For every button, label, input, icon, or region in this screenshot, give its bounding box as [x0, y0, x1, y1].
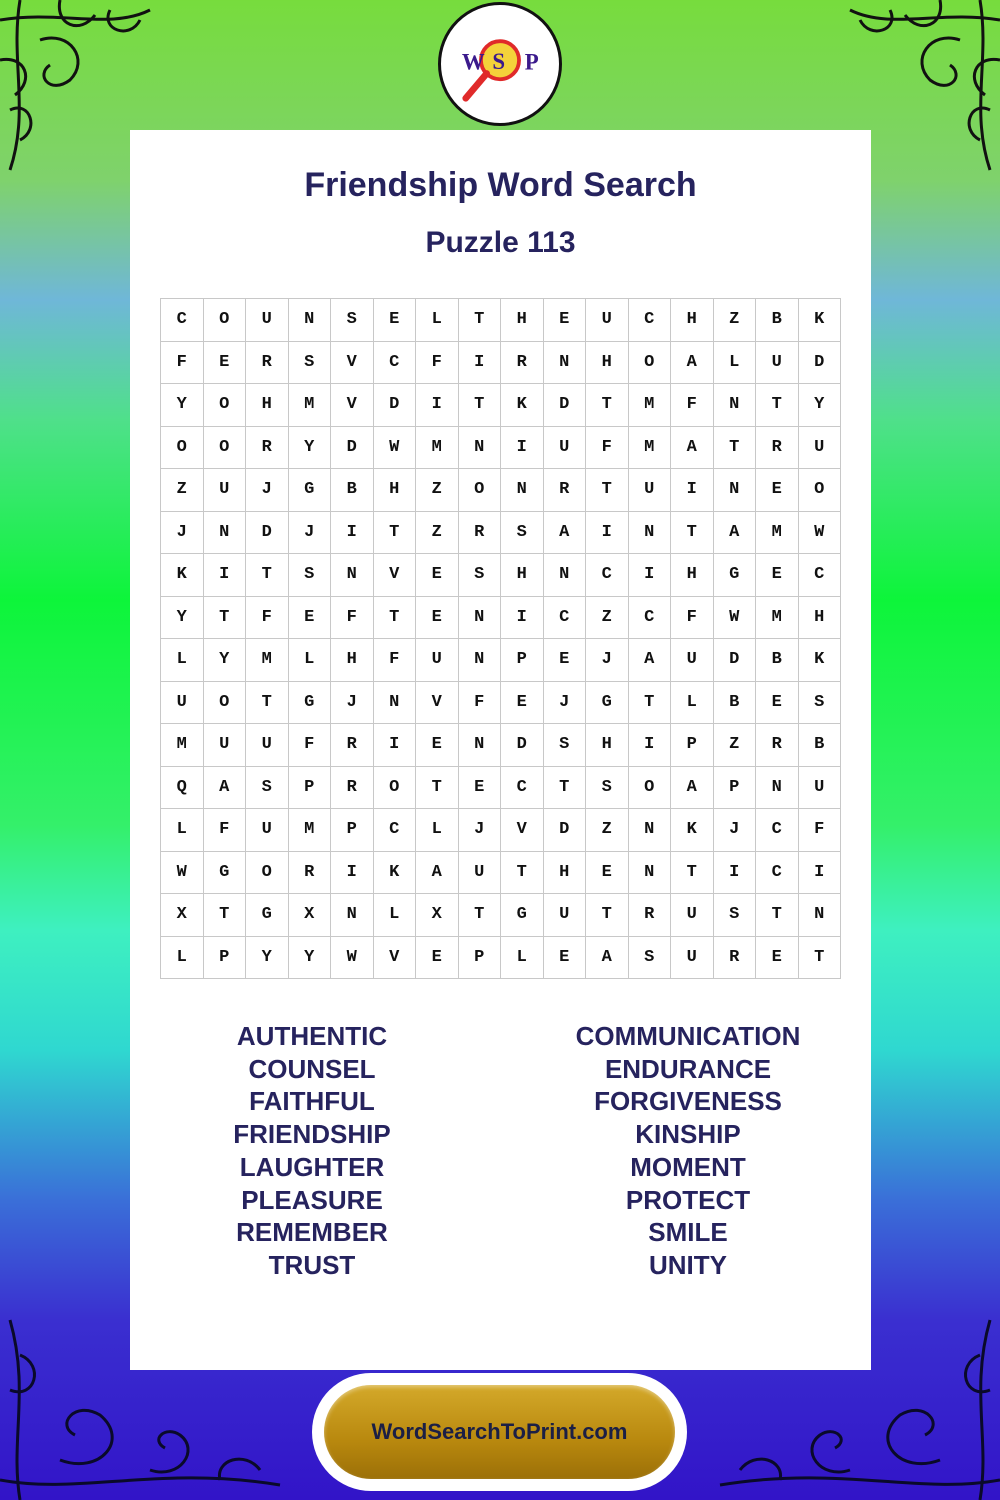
- grid-cell[interactable]: V: [374, 554, 417, 597]
- site-badge-inner: [324, 1385, 675, 1479]
- grid-cell[interactable]: R: [544, 469, 587, 512]
- grid-cell[interactable]: Z: [416, 469, 459, 512]
- grid-cell[interactable]: I: [629, 554, 672, 597]
- grid-cell[interactable]: C: [586, 554, 629, 597]
- grid-cell[interactable]: B: [331, 469, 374, 512]
- grid-cell[interactable]: C: [501, 767, 544, 810]
- grid-cell[interactable]: J: [289, 512, 332, 555]
- grid-cell[interactable]: N: [501, 469, 544, 512]
- grid-cell[interactable]: V: [374, 937, 417, 980]
- grid-cell[interactable]: G: [714, 554, 757, 597]
- grid-cell[interactable]: C: [161, 299, 204, 342]
- grid-cell[interactable]: M: [756, 597, 799, 640]
- grid-cell[interactable]: J: [714, 809, 757, 852]
- grid-cell[interactable]: H: [501, 299, 544, 342]
- grid-cell[interactable]: J: [459, 809, 502, 852]
- grid-cell[interactable]: A: [416, 852, 459, 895]
- grid-cell[interactable]: L: [416, 299, 459, 342]
- word-list-item: COUNSEL: [248, 1053, 376, 1084]
- grid-cell[interactable]: R: [629, 894, 672, 937]
- grid-cell[interactable]: Y: [204, 639, 247, 682]
- word-list-right: [538, 1020, 838, 1282]
- grid-cell[interactable]: A: [671, 342, 714, 385]
- grid-cell[interactable]: R: [331, 724, 374, 767]
- grid-cell[interactable]: U: [629, 469, 672, 512]
- grid-cell[interactable]: H: [374, 469, 417, 512]
- grid-cell[interactable]: P: [714, 767, 757, 810]
- grid-cell[interactable]: N: [629, 512, 672, 555]
- grid-cell[interactable]: W: [374, 427, 417, 470]
- word-list-item: AUTHENTIC: [236, 1021, 388, 1051]
- site-url[interactable]: WordSearchToPrint.com: [371, 1419, 628, 1444]
- grid-cell[interactable]: A: [714, 512, 757, 555]
- grid-cell[interactable]: I: [459, 342, 502, 385]
- grid-cell[interactable]: F: [799, 809, 842, 852]
- grid-cell[interactable]: C: [544, 597, 587, 640]
- grid-cell[interactable]: S: [289, 554, 332, 597]
- grid-cell[interactable]: R: [246, 342, 289, 385]
- grid-cell[interactable]: S: [714, 894, 757, 937]
- grid-cell[interactable]: H: [331, 639, 374, 682]
- grid-cell[interactable]: H: [544, 852, 587, 895]
- grid-cell[interactable]: E: [204, 342, 247, 385]
- grid-cell[interactable]: E: [416, 597, 459, 640]
- grid-cell[interactable]: N: [714, 469, 757, 512]
- grid-cell[interactable]: B: [756, 299, 799, 342]
- grid-cell[interactable]: S: [289, 342, 332, 385]
- grid-cell[interactable]: K: [799, 639, 842, 682]
- grid-cell[interactable]: D: [501, 724, 544, 767]
- grid-cell[interactable]: X: [416, 894, 459, 937]
- grid-cell[interactable]: O: [629, 342, 672, 385]
- grid-cell[interactable]: U: [204, 469, 247, 512]
- grid-cell[interactable]: P: [331, 809, 374, 852]
- grid-cell[interactable]: W: [331, 937, 374, 980]
- grid-cell[interactable]: N: [459, 427, 502, 470]
- word-list-item: UNITY: [649, 1249, 727, 1280]
- grid-cell[interactable]: I: [374, 724, 417, 767]
- word-list-item: REMEMBER: [236, 1217, 388, 1248]
- grid-cell[interactable]: Z: [586, 809, 629, 852]
- grid-cell[interactable]: F: [204, 809, 247, 852]
- grid-cell[interactable]: T: [714, 427, 757, 470]
- grid-cell[interactable]: R: [501, 342, 544, 385]
- grid-cell[interactable]: F: [246, 597, 289, 640]
- grid-cell[interactable]: N: [331, 894, 374, 937]
- grid-cell[interactable]: H: [586, 724, 629, 767]
- grid-cell[interactable]: S: [586, 767, 629, 810]
- grid-cell[interactable]: U: [586, 299, 629, 342]
- grid-cell[interactable]: F: [331, 597, 374, 640]
- word-list-item: TRUST: [268, 1249, 356, 1280]
- grid-cell[interactable]: S: [246, 767, 289, 810]
- grid-cell[interactable]: U: [799, 427, 842, 470]
- grid-cell[interactable]: E: [544, 299, 587, 342]
- grid-cell[interactable]: I: [714, 852, 757, 895]
- grid-cell[interactable]: R: [714, 937, 757, 980]
- grid-cell[interactable]: T: [756, 894, 799, 937]
- letter-grid: [160, 298, 841, 979]
- grid-cell[interactable]: K: [374, 852, 417, 895]
- grid-cell[interactable]: M: [756, 512, 799, 555]
- grid-cell[interactable]: N: [756, 767, 799, 810]
- grid-cell[interactable]: U: [756, 342, 799, 385]
- grid-cell[interactable]: L: [289, 639, 332, 682]
- grid-cell[interactable]: R: [756, 724, 799, 767]
- grid-cell[interactable]: U: [544, 894, 587, 937]
- grid-cell[interactable]: T: [586, 894, 629, 937]
- grid-cell[interactable]: T: [459, 299, 502, 342]
- grid-cell[interactable]: E: [756, 682, 799, 725]
- grid-cell[interactable]: N: [289, 299, 332, 342]
- grid-cell[interactable]: I: [629, 724, 672, 767]
- word-list-item: FRIENDSHIP: [233, 1119, 391, 1150]
- grid-cell[interactable]: R: [756, 427, 799, 470]
- grid-cell[interactable]: E: [756, 937, 799, 980]
- grid-cell[interactable]: T: [799, 937, 842, 980]
- grid-cell[interactable]: N: [459, 639, 502, 682]
- grid-cell[interactable]: V: [331, 342, 374, 385]
- grid-cell[interactable]: T: [629, 682, 672, 725]
- grid-cell[interactable]: D: [714, 639, 757, 682]
- grid-cell[interactable]: K: [799, 299, 842, 342]
- grid-cell[interactable]: J: [246, 469, 289, 512]
- grid-cell[interactable]: H: [586, 342, 629, 385]
- grid-cell[interactable]: R: [459, 512, 502, 555]
- grid-cell[interactable]: P: [289, 767, 332, 810]
- grid-cell[interactable]: I: [331, 852, 374, 895]
- grid-cell[interactable]: V: [501, 809, 544, 852]
- grid-cell[interactable]: W: [161, 852, 204, 895]
- grid-cell[interactable]: S: [501, 512, 544, 555]
- grid-cell[interactable]: O: [799, 469, 842, 512]
- grid-cell[interactable]: O: [459, 469, 502, 512]
- grid-cell[interactable]: T: [416, 767, 459, 810]
- grid-cell[interactable]: I: [416, 384, 459, 427]
- grid-cell[interactable]: O: [204, 427, 247, 470]
- grid-cell[interactable]: L: [161, 937, 204, 980]
- grid-cell[interactable]: M: [629, 384, 672, 427]
- grid-cell[interactable]: U: [416, 639, 459, 682]
- grid-cell[interactable]: S: [629, 937, 672, 980]
- grid-cell[interactable]: A: [586, 937, 629, 980]
- grid-cell[interactable]: G: [501, 894, 544, 937]
- grid-cell[interactable]: U: [799, 767, 842, 810]
- grid-cell[interactable]: T: [671, 512, 714, 555]
- grid-cell[interactable]: L: [416, 809, 459, 852]
- grid-cell[interactable]: F: [416, 342, 459, 385]
- logo-letter-p: P: [524, 49, 539, 75]
- grid-cell[interactable]: E: [756, 554, 799, 597]
- grid-cell[interactable]: X: [161, 894, 204, 937]
- grid-cell[interactable]: N: [544, 554, 587, 597]
- word-list-item: MOMENT: [630, 1151, 746, 1182]
- grid-cell[interactable]: Y: [289, 427, 332, 470]
- grid-cell[interactable]: T: [586, 384, 629, 427]
- grid-cell[interactable]: I: [671, 469, 714, 512]
- magnifier-icon: [466, 74, 487, 99]
- grid-cell[interactable]: O: [374, 767, 417, 810]
- grid-cell[interactable]: G: [204, 852, 247, 895]
- grid-cell[interactable]: L: [671, 682, 714, 725]
- grid-cell[interactable]: A: [671, 767, 714, 810]
- grid-cell[interactable]: U: [161, 682, 204, 725]
- grid-cell[interactable]: S: [799, 682, 842, 725]
- grid-cell[interactable]: R: [331, 767, 374, 810]
- grid-cell[interactable]: U: [246, 809, 289, 852]
- grid-cell[interactable]: T: [246, 554, 289, 597]
- grid-cell[interactable]: O: [246, 852, 289, 895]
- grid-cell[interactable]: D: [374, 384, 417, 427]
- grid-cell[interactable]: D: [544, 809, 587, 852]
- grid-cell[interactable]: T: [459, 384, 502, 427]
- grid-cell[interactable]: L: [714, 342, 757, 385]
- grid-cell[interactable]: C: [374, 809, 417, 852]
- grid-cell[interactable]: N: [459, 597, 502, 640]
- grid-cell[interactable]: A: [544, 512, 587, 555]
- grid-cell[interactable]: C: [629, 597, 672, 640]
- grid-cell[interactable]: J: [331, 682, 374, 725]
- grid-cell[interactable]: X: [289, 894, 332, 937]
- word-list-item: PROTECT: [625, 1184, 751, 1215]
- grid-cell[interactable]: N: [544, 342, 587, 385]
- grid-cell[interactable]: N: [204, 512, 247, 555]
- word-list-item: FAITHFUL: [249, 1086, 375, 1117]
- grid-cell[interactable]: N: [629, 809, 672, 852]
- grid-cell[interactable]: M: [161, 724, 204, 767]
- grid-cell[interactable]: H: [501, 554, 544, 597]
- grid-cell[interactable]: J: [544, 682, 587, 725]
- grid-cell[interactable]: I: [586, 512, 629, 555]
- grid-cell[interactable]: E: [544, 937, 587, 980]
- grid-cell[interactable]: C: [756, 809, 799, 852]
- grid-cell[interactable]: A: [204, 767, 247, 810]
- grid-cell[interactable]: T: [374, 597, 417, 640]
- grid-cell[interactable]: E: [289, 597, 332, 640]
- grid-cell[interactable]: N: [374, 682, 417, 725]
- grid-cell[interactable]: H: [671, 299, 714, 342]
- grid-cell[interactable]: K: [501, 384, 544, 427]
- grid-cell[interactable]: T: [459, 894, 502, 937]
- grid-cell[interactable]: F: [374, 639, 417, 682]
- grid-cell[interactable]: N: [629, 852, 672, 895]
- grid-cell[interactable]: I: [501, 597, 544, 640]
- grid-cell[interactable]: T: [204, 894, 247, 937]
- grid-cell[interactable]: Y: [161, 384, 204, 427]
- grid-cell[interactable]: H: [671, 554, 714, 597]
- grid-cell[interactable]: G: [289, 682, 332, 725]
- grid-cell[interactable]: C: [374, 342, 417, 385]
- grid-cell[interactable]: P: [459, 937, 502, 980]
- word-list-left: [162, 1020, 462, 1282]
- grid-cell[interactable]: T: [501, 852, 544, 895]
- puzzle-card: [130, 130, 871, 1370]
- grid-cell[interactable]: D: [331, 427, 374, 470]
- grid-cell[interactable]: E: [756, 469, 799, 512]
- grid-cell[interactable]: Z: [714, 724, 757, 767]
- grid-cell[interactable]: A: [671, 427, 714, 470]
- site-badge[interactable]: [312, 1373, 687, 1491]
- grid-cell[interactable]: Y: [161, 597, 204, 640]
- grid-cell[interactable]: P: [501, 639, 544, 682]
- grid-cell[interactable]: G: [246, 894, 289, 937]
- word-list-item: KINSHIP: [635, 1119, 741, 1150]
- grid-cell[interactable]: G: [586, 682, 629, 725]
- grid-cell[interactable]: D: [246, 512, 289, 555]
- grid-cell[interactable]: N: [714, 384, 757, 427]
- grid-cell[interactable]: Z: [714, 299, 757, 342]
- grid-cell[interactable]: U: [246, 299, 289, 342]
- logo-letter-s: S: [492, 48, 506, 74]
- word-list-item: ENDURANCE: [604, 1053, 772, 1084]
- grid-cell[interactable]: Z: [586, 597, 629, 640]
- grid-cell[interactable]: T: [544, 767, 587, 810]
- grid-cell[interactable]: U: [459, 852, 502, 895]
- grid-cell[interactable]: E: [416, 554, 459, 597]
- grid-cell[interactable]: H: [246, 384, 289, 427]
- grid-cell[interactable]: T: [374, 512, 417, 555]
- grid-cell[interactable]: F: [671, 384, 714, 427]
- grid-cell[interactable]: M: [289, 384, 332, 427]
- puzzle-number: Puzzle 113: [425, 226, 576, 259]
- grid-cell[interactable]: L: [501, 937, 544, 980]
- grid-cell[interactable]: K: [161, 554, 204, 597]
- grid-cell[interactable]: B: [799, 724, 842, 767]
- grid-cell[interactable]: C: [756, 852, 799, 895]
- grid-cell[interactable]: N: [331, 554, 374, 597]
- grid-cell[interactable]: D: [799, 342, 842, 385]
- grid-cell[interactable]: F: [459, 682, 502, 725]
- logo: [438, 2, 562, 126]
- word-list-item: FORGIVENESS: [594, 1086, 782, 1117]
- grid-cell[interactable]: M: [629, 427, 672, 470]
- grid-cell[interactable]: T: [671, 852, 714, 895]
- grid-cell[interactable]: M: [416, 427, 459, 470]
- grid-cell[interactable]: V: [331, 384, 374, 427]
- grid-cell[interactable]: M: [289, 809, 332, 852]
- grid-cell[interactable]: L: [161, 809, 204, 852]
- grid-cell[interactable]: P: [204, 937, 247, 980]
- grid-cell[interactable]: O: [629, 767, 672, 810]
- grid-cell[interactable]: E: [459, 767, 502, 810]
- logo-letter-w: W: [461, 49, 485, 75]
- grid-cell[interactable]: Z: [161, 469, 204, 512]
- grid-cell[interactable]: N: [799, 894, 842, 937]
- grid-cell[interactable]: E: [416, 724, 459, 767]
- grid-cell[interactable]: Y: [799, 384, 842, 427]
- grid-cell[interactable]: O: [204, 682, 247, 725]
- grid-cell[interactable]: W: [799, 512, 842, 555]
- grid-cell[interactable]: R: [289, 852, 332, 895]
- grid-cell[interactable]: U: [544, 427, 587, 470]
- grid-cell[interactable]: U: [671, 639, 714, 682]
- grid-cell[interactable]: Q: [161, 767, 204, 810]
- grid-cell[interactable]: E: [501, 682, 544, 725]
- grid-cell[interactable]: T: [756, 384, 799, 427]
- grid-cell[interactable]: E: [544, 639, 587, 682]
- grid-cell[interactable]: C: [629, 299, 672, 342]
- grid-cell[interactable]: O: [204, 299, 247, 342]
- grid-cell[interactable]: M: [246, 639, 289, 682]
- grid-cell[interactable]: Y: [246, 937, 289, 980]
- grid-cell[interactable]: U: [204, 724, 247, 767]
- grid-cell[interactable]: U: [246, 724, 289, 767]
- grid-cell[interactable]: F: [289, 724, 332, 767]
- grid-cell[interactable]: T: [586, 469, 629, 512]
- grid-cell[interactable]: U: [671, 937, 714, 980]
- grid-cell[interactable]: J: [586, 639, 629, 682]
- grid-cell[interactable]: H: [799, 597, 842, 640]
- grid-cell[interactable]: F: [671, 597, 714, 640]
- grid-cell[interactable]: Y: [289, 937, 332, 980]
- grid-cell[interactable]: T: [204, 597, 247, 640]
- word-list-item: PLEASURE: [241, 1184, 383, 1215]
- grid-cell[interactable]: O: [161, 427, 204, 470]
- grid-cell[interactable]: E: [374, 299, 417, 342]
- grid-cell[interactable]: E: [586, 852, 629, 895]
- grid-cell[interactable]: S: [331, 299, 374, 342]
- grid-cell[interactable]: D: [544, 384, 587, 427]
- grid-cell[interactable]: I: [204, 554, 247, 597]
- grid-cell[interactable]: I: [331, 512, 374, 555]
- word-list-item: LAUGHTER: [239, 1151, 385, 1182]
- grid-cell[interactable]: B: [714, 682, 757, 725]
- page-title: Friendship Word Search: [304, 166, 697, 204]
- grid-cell[interactable]: R: [246, 427, 289, 470]
- grid-cell[interactable]: F: [161, 342, 204, 385]
- grid-cell[interactable]: B: [756, 639, 799, 682]
- grid-cell[interactable]: L: [161, 639, 204, 682]
- grid-cell[interactable]: I: [799, 852, 842, 895]
- grid-cell[interactable]: N: [459, 724, 502, 767]
- grid-cell[interactable]: J: [161, 512, 204, 555]
- grid-cell[interactable]: G: [289, 469, 332, 512]
- grid-cell[interactable]: K: [671, 809, 714, 852]
- word-list-item: SMILE: [648, 1217, 728, 1248]
- grid-cell[interactable]: C: [799, 554, 842, 597]
- grid-cell[interactable]: V: [416, 682, 459, 725]
- word-list-item: COMMUNICATION: [575, 1021, 801, 1051]
- grid-cell[interactable]: I: [501, 427, 544, 470]
- grid-cell[interactable]: S: [544, 724, 587, 767]
- grid-cell[interactable]: T: [246, 682, 289, 725]
- grid-cell[interactable]: P: [671, 724, 714, 767]
- grid-cell[interactable]: W: [714, 597, 757, 640]
- grid-cell[interactable]: F: [586, 427, 629, 470]
- grid-cell[interactable]: A: [629, 639, 672, 682]
- grid-cell[interactable]: S: [459, 554, 502, 597]
- grid-cell[interactable]: O: [204, 384, 247, 427]
- grid-cell[interactable]: L: [374, 894, 417, 937]
- grid-cell[interactable]: Z: [416, 512, 459, 555]
- grid-cell[interactable]: E: [416, 937, 459, 980]
- grid-cell[interactable]: U: [671, 894, 714, 937]
